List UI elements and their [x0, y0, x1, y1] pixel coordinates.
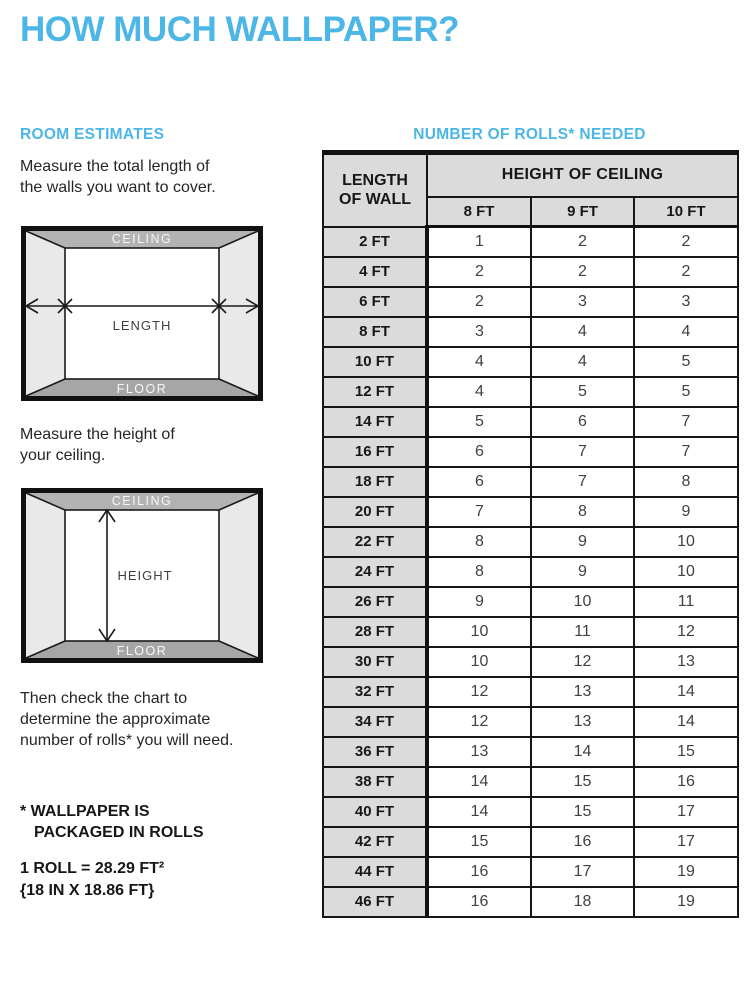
- ceiling-label: CEILING: [111, 494, 173, 508]
- wall-length-cell: 18 FT: [323, 467, 427, 497]
- rolls-value-cell: 18: [531, 887, 634, 917]
- table-row: [323, 647, 738, 677]
- rolls-value-cell: 10: [634, 557, 738, 587]
- rolls-value-cell: 3: [531, 287, 634, 317]
- rolls-value-cell: 12: [531, 647, 634, 677]
- rolls-value-cell: 11: [531, 617, 634, 647]
- table-row: [323, 497, 738, 527]
- table-row: [323, 377, 738, 407]
- rolls-value-cell: 5: [427, 407, 531, 437]
- rolls-value-cell: 5: [531, 377, 634, 407]
- rolls-value-cell: 8: [427, 527, 531, 557]
- room-height-diagram-svg: [21, 488, 263, 663]
- rolls-value-cell: 7: [531, 437, 634, 467]
- rolls-value-cell: 5: [634, 377, 738, 407]
- rolls-value-cell: 15: [531, 767, 634, 797]
- rolls-value-cell: 4: [531, 317, 634, 347]
- wall-length-cell: 38 FT: [323, 767, 427, 797]
- rolls-value-cell: 6: [427, 437, 531, 467]
- rolls-value-cell: 14: [531, 737, 634, 767]
- wall-length-cell: 16 FT: [323, 437, 427, 467]
- table-row: [323, 287, 738, 317]
- rolls-value-cell: 7: [634, 437, 738, 467]
- instruction-measure-height: Measure the height of your ceiling.: [20, 426, 175, 464]
- height-dimension-label: HEIGHT: [117, 568, 173, 583]
- rolls-value-cell: 2: [427, 257, 531, 287]
- rolls-table-container: [322, 150, 737, 918]
- col-header-10ft: 10 FT: [634, 197, 738, 227]
- instruction-measure-length: Measure the total length of the walls you want to cover.: [20, 158, 216, 196]
- rolls-value-cell: 2: [531, 257, 634, 287]
- table-row: [323, 347, 738, 377]
- wall-length-cell: 8 FT: [323, 317, 427, 347]
- rolls-value-cell: 13: [634, 647, 738, 677]
- roll-size-info: 1 ROLL = 28.29 FT² {18 IN X 18.86 FT}: [20, 860, 165, 899]
- wall-length-cell: 12 FT: [323, 377, 427, 407]
- wall-length-cell: 26 FT: [323, 587, 427, 617]
- table-row: [323, 707, 738, 737]
- wall-length-cell: 36 FT: [323, 737, 427, 767]
- rolls-value-cell: 10: [634, 527, 738, 557]
- floor-label: FLOOR: [116, 644, 168, 658]
- room-estimates-heading: ROOM ESTIMATES: [20, 126, 165, 143]
- wall-length-cell: 4 FT: [323, 257, 427, 287]
- wall-length-cell: 46 FT: [323, 887, 427, 917]
- table-row: [323, 407, 738, 437]
- col-header-9ft: 9 FT: [531, 197, 634, 227]
- room-height-diagram: [21, 488, 263, 663]
- wall-length-cell: 2 FT: [323, 227, 427, 257]
- table-row: [323, 827, 738, 857]
- rolls-value-cell: 14: [427, 767, 531, 797]
- rolls-value-cell: 2: [427, 287, 531, 317]
- rolls-value-cell: 15: [531, 797, 634, 827]
- table-row: [323, 257, 738, 287]
- table-row: [323, 737, 738, 767]
- wall-length-cell: 24 FT: [323, 557, 427, 587]
- rolls-value-cell: 4: [427, 377, 531, 407]
- rolls-value-cell: 11: [634, 587, 738, 617]
- rolls-value-cell: 16: [634, 767, 738, 797]
- wall-length-cell: 10 FT: [323, 347, 427, 377]
- rolls-value-cell: 7: [427, 497, 531, 527]
- wall-length-cell: 6 FT: [323, 287, 427, 317]
- wall-length-cell: 14 FT: [323, 407, 427, 437]
- rolls-table-body: [323, 227, 738, 917]
- length-of-wall-header: LENGTH OF WALL: [323, 153, 427, 227]
- wall-length-cell: 20 FT: [323, 497, 427, 527]
- rolls-value-cell: 8: [427, 557, 531, 587]
- rolls-value-cell: 3: [634, 287, 738, 317]
- wall-length-cell: 34 FT: [323, 707, 427, 737]
- rolls-value-cell: 12: [427, 677, 531, 707]
- table-row: [323, 887, 738, 917]
- instruction-check-chart: Then check the chart to determine the approximate number of rolls* you will need.: [20, 690, 234, 749]
- rolls-value-cell: 17: [634, 797, 738, 827]
- rolls-value-cell: 2: [634, 257, 738, 287]
- rolls-value-cell: 1: [427, 227, 531, 257]
- floor-label: FLOOR: [116, 382, 168, 396]
- rolls-value-cell: 9: [427, 587, 531, 617]
- table-row: [323, 767, 738, 797]
- rolls-value-cell: 8: [634, 467, 738, 497]
- table-row: [323, 527, 738, 557]
- table-row: [323, 617, 738, 647]
- rolls-value-cell: 15: [634, 737, 738, 767]
- rolls-value-cell: 3: [427, 317, 531, 347]
- height-of-ceiling-header: HEIGHT OF CEILING: [427, 153, 738, 197]
- rolls-value-cell: 16: [427, 887, 531, 917]
- wall-length-cell: 44 FT: [323, 857, 427, 887]
- rolls-value-cell: 16: [531, 827, 634, 857]
- rolls-value-cell: 14: [427, 797, 531, 827]
- rolls-value-cell: 17: [531, 857, 634, 887]
- wall-length-cell: 30 FT: [323, 647, 427, 677]
- rolls-value-cell: 6: [427, 467, 531, 497]
- rolls-value-cell: 4: [531, 347, 634, 377]
- rolls-value-cell: 13: [531, 707, 634, 737]
- rolls-value-cell: 8: [531, 497, 634, 527]
- right-wall-surface: [219, 493, 258, 658]
- rolls-value-cell: 9: [531, 557, 634, 587]
- rolls-value-cell: 10: [427, 647, 531, 677]
- rolls-value-cell: 12: [427, 707, 531, 737]
- ceiling-label: CEILING: [111, 232, 173, 246]
- rolls-value-cell: 9: [634, 497, 738, 527]
- rolls-value-cell: 7: [531, 467, 634, 497]
- wall-length-cell: 42 FT: [323, 827, 427, 857]
- table-row: [323, 317, 738, 347]
- room-length-diagram: [21, 226, 263, 401]
- left-wall-surface: [26, 493, 65, 658]
- rolls-value-cell: 2: [531, 227, 634, 257]
- table-row: [323, 557, 738, 587]
- rolls-value-cell: 19: [634, 887, 738, 917]
- table-row: [323, 227, 738, 257]
- rolls-value-cell: 14: [634, 677, 738, 707]
- rolls-needed-table: [322, 150, 739, 918]
- rolls-value-cell: 13: [427, 737, 531, 767]
- room-length-diagram-svg: [21, 226, 263, 401]
- wallpaper-rolls-footnote: * WALLPAPER IS PACKAGED IN ROLLS: [20, 803, 204, 841]
- length-dimension-label: LENGTH: [112, 318, 172, 333]
- rolls-value-cell: 15: [427, 827, 531, 857]
- rolls-value-cell: 4: [427, 347, 531, 377]
- group-header-row: [323, 153, 738, 197]
- rolls-value-cell: 9: [531, 527, 634, 557]
- right-wall-surface: [219, 231, 258, 396]
- rolls-value-cell: 13: [531, 677, 634, 707]
- back-wall: [65, 248, 219, 379]
- rolls-value-cell: 10: [531, 587, 634, 617]
- wall-length-cell: 40 FT: [323, 797, 427, 827]
- rolls-value-cell: 6: [531, 407, 634, 437]
- rolls-value-cell: 14: [634, 707, 738, 737]
- rolls-value-cell: 4: [634, 317, 738, 347]
- rolls-value-cell: 17: [634, 827, 738, 857]
- rolls-value-cell: 5: [634, 347, 738, 377]
- rolls-value-cell: 19: [634, 857, 738, 887]
- rolls-value-cell: 16: [427, 857, 531, 887]
- table-row: [323, 467, 738, 497]
- rolls-value-cell: 2: [634, 227, 738, 257]
- rolls-value-cell: 12: [634, 617, 738, 647]
- rolls-value-cell: 7: [634, 407, 738, 437]
- rolls-value-cell: 10: [427, 617, 531, 647]
- table-row: [323, 797, 738, 827]
- rolls-needed-heading: NUMBER OF ROLLS* NEEDED: [413, 126, 646, 143]
- left-wall-surface: [26, 231, 65, 396]
- wall-length-cell: 28 FT: [323, 617, 427, 647]
- table-row: [323, 587, 738, 617]
- table-row: [323, 677, 738, 707]
- col-header-8ft: 8 FT: [427, 197, 531, 227]
- page-title: HOW MUCH WALLPAPER?: [20, 10, 459, 49]
- table-row: [323, 857, 738, 887]
- wall-length-cell: 32 FT: [323, 677, 427, 707]
- wall-length-cell: 22 FT: [323, 527, 427, 557]
- table-row: [323, 437, 738, 467]
